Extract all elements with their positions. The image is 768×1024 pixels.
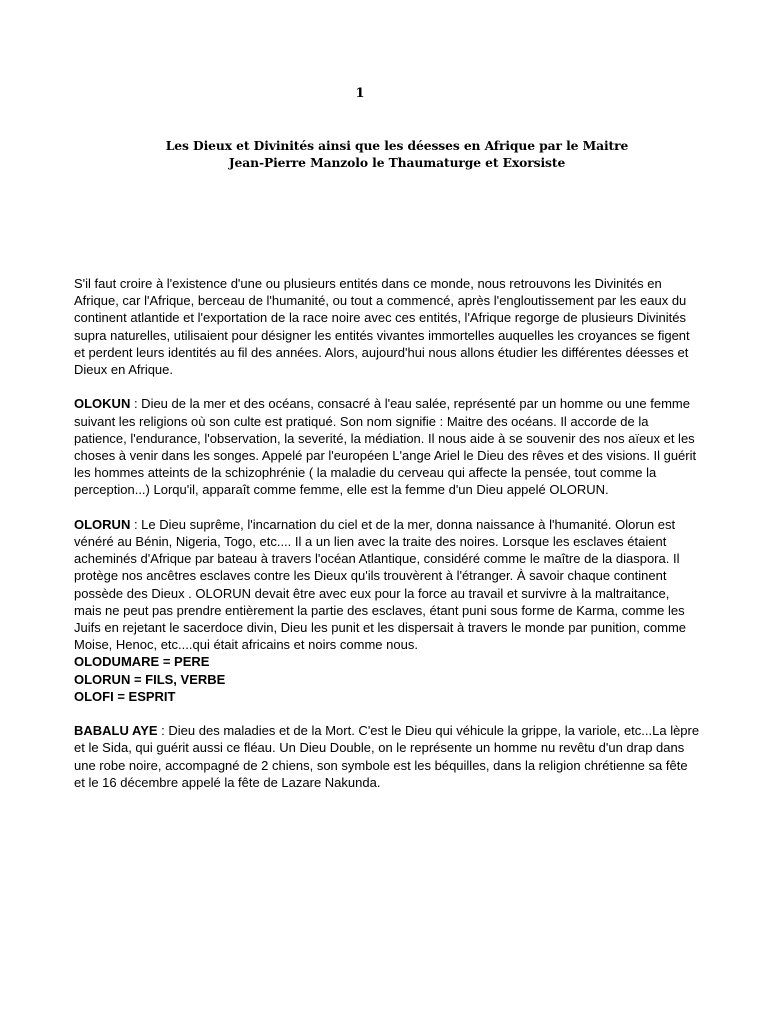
babalu-paragraph bbox=[74, 722, 700, 791]
olokun-paragraph bbox=[74, 395, 700, 498]
document-title bbox=[0, 137, 768, 171]
title-line-2: Jean-Pierre Manzolo le Thaumaturge et Exorsiste bbox=[228, 155, 566, 170]
page-number: 1 bbox=[355, 86, 365, 101]
trinity-list bbox=[74, 653, 700, 705]
olorun-paragraph bbox=[74, 516, 700, 654]
trinity-item-olofi: OLOFI = ESPRIT bbox=[74, 688, 176, 704]
intro-paragraph: S'il faut croire à l'existence d'une ou plusieurs entités dans ce monde, nous retrouvons les Divinités en Afrique, car l'Afrique, berceau de l'humanité, ou tout a commencé, après l'engloutissement par les eaux du continent atlantide et l'exportation de la race noire avec ces entités, l'Afrique regorge de plusieurs Divinités supra naturelles, utilisaient pour désigner les entités vivantes immortelles auquelles les croyances se figent et perdent leurs identités au fil des années. Alors, aujourd'hui nous allons étudier les différentes déesses et Dieux en Afrique. bbox=[74, 276, 690, 378]
document-body bbox=[74, 275, 700, 808]
olorun-text: : Le Dieu suprême, l'incarnation du ciel et de la mer, donna naissance à l'humanité. Olorun est vénéré au Bénin, Nigeria, Togo, etc.... Il a un lien avec la traite des noires. Lorsque les esclaves étaient acheminés d'Afrique par bateau à travers l'océan Atlantique, considéré comme le maître de la diaspora. Il protège nos ancêtres esclaves contre les Dieux qu'ils trouvèrent à l'étranger. À savoir chaque continent possède des Dieux . OLORUN devait être avec eux pour la force au travail et survivre à la maltraitance, mais ne peut pas prendre entièrement la partie des esclaves, étant puni sous forme de Karma, comme les Juifs en rejetant le sacerdoce divin, Dieu les punit et les dispersait à travers le monde par punition, comme Moise, Henoc, etc....qui était africains et noirs comme nous. bbox=[74, 516, 687, 653]
title-line-1: Les Dieux et Divinités ainsi que les déesses en Afrique par le Maitre bbox=[165, 138, 629, 153]
paragraph-spacer bbox=[74, 705, 700, 722]
babalu-heading: BABALU AYE bbox=[74, 723, 158, 739]
olokun-heading: OLOKUN bbox=[74, 396, 131, 412]
trinity-item-olodumare: OLODUMARE = PERE bbox=[74, 654, 210, 670]
babalu-text: : Dieu des maladies et de la Mort. C'est le Dieu qui véhicule la grippe, la variole, etc...La lèpre et le Sida, qui guérit aussi ce fléau. Un Dieu Double, on le représente un homme nu revêtu d'un drap dans une robe noire, accompagné de 2 chiens, son symbole est les béquilles, dans la religion chrétienne sa fête et le 16 décembre appelé la fête de Lazare Nakunda. bbox=[74, 723, 700, 790]
olokun-text: : Dieu de la mer et des océans, consacré à l'eau salée, représenté par un homme ou une femme suivant les religions où son culte est pratiqué. Son nom signifie : Maitre des océans. Il accorde de la patience, l'endurance, l'observation, la severité, la médiation. Il nous aide à se souvenir des nos aïeux et les choses à venir dans les songes. Appelé par l'européen L'ange Ariel le Dieu des rêves et des visions. Il guérit les hommes atteints de la schizophrénie ( la maladie du cerveau qui affecte la pensée, tout comme la perception...) Lorqu'il, apparaît comme femme, elle est la femme d'un Dieu appelé OLORUN. bbox=[74, 396, 697, 498]
trinity-item-olorun: OLORUN = FILS, VERBE bbox=[74, 671, 226, 687]
olorun-heading: OLORUN bbox=[74, 516, 131, 532]
